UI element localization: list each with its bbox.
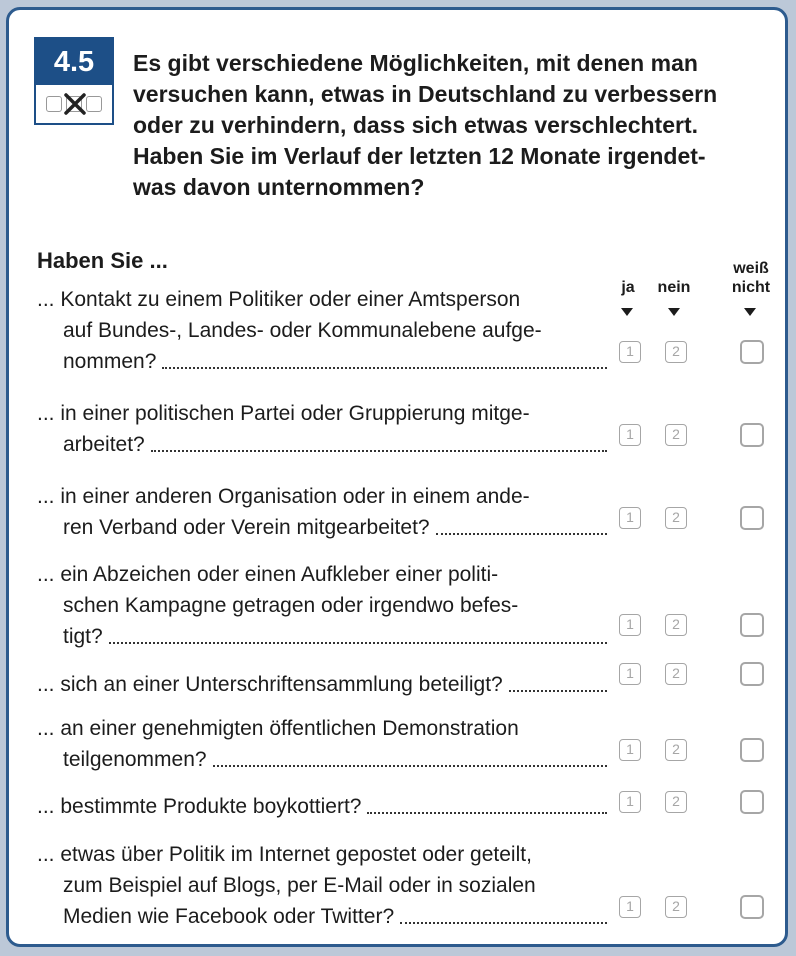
item-intro: Haben Sie ... [37,248,168,273]
item-demonstration: ... an einer genehmigten öffentlichen Demonstration teilgenommen? [37,713,607,775]
item-produkte-boykottiert: ... bestimmte Produkte boykottiert? [37,791,607,822]
checkbox-nein[interactable]: 2 [665,507,687,529]
dot-leader [213,765,607,767]
checkbox-ja[interactable]: 1 [619,896,641,918]
checkbox-nein[interactable]: 2 [665,614,687,636]
column-header-weiss-nicht: weiß nicht [731,260,771,296]
checkbox-weiss-nicht[interactable] [740,662,764,686]
dot-leader [509,690,607,692]
checkbox-nein[interactable]: 2 [665,341,687,363]
dot-leader [436,533,607,535]
question-card [6,7,788,947]
checkbox-weiss-nicht[interactable] [740,506,764,530]
column-header-ja: ja [621,279,635,296]
item-kontakt-politiker: ... Kontakt zu einem Politiker oder einer Amtsperson auf Bundes-, Landes- oder Kommunalebene aufge- nommen? [37,284,607,377]
dot-leader [400,922,607,924]
checkbox-weiss-nicht[interactable] [740,738,764,762]
badge-checkbox-icons [36,85,112,123]
arrow-down-icon [744,308,756,316]
item-internet-gepostet: ... etwas über Politik im Internet gepostet oder geteilt, zum Beispiel auf Blogs, per E-Mail oder in sozialen Medien wie Facebook oder Twitter? [37,839,607,932]
checkbox-nein[interactable]: 2 [665,896,687,918]
checkbox-ja[interactable]: 1 [619,341,641,363]
checkbox-nein[interactable]: 2 [665,791,687,813]
dot-leader [109,642,607,644]
empty-box-icon [46,96,62,112]
arrow-down-icon [621,308,633,316]
checkbox-ja[interactable]: 1 [619,507,641,529]
checkbox-weiss-nicht[interactable] [740,423,764,447]
item-abzeichen-getragen: ... ein Abzeichen oder einen Aufkleber einer politi- schen Kampagne getragen oder irgendwo befes- tigt? [37,559,607,652]
checkbox-weiss-nicht[interactable] [740,790,764,814]
dot-leader [162,367,607,369]
item-partei-mitgearbeitet: ... in einer politischen Partei oder Gruppierung mitge- arbeitet? [37,398,607,460]
crossed-box-icon [66,96,82,112]
checkbox-nein[interactable]: 2 [665,424,687,446]
dot-leader [151,450,607,452]
dot-leader [367,812,607,814]
arrow-down-icon [668,308,680,316]
checkbox-ja[interactable]: 1 [619,739,641,761]
checkbox-ja[interactable]: 1 [619,791,641,813]
checkbox-weiss-nicht[interactable] [740,340,764,364]
checkbox-ja[interactable]: 1 [619,424,641,446]
checkbox-nein[interactable]: 2 [665,739,687,761]
item-organisation-mitgearbeitet: ... in einer anderen Organisation oder in einem ande- ren Verband oder Verein mitgearbeitet? [37,481,607,543]
checkbox-ja[interactable]: 1 [619,614,641,636]
checkbox-ja[interactable]: 1 [619,663,641,685]
checkbox-weiss-nicht[interactable] [740,613,764,637]
item-unterschriftensammlung: ... sich an einer Unterschriftensammlung beteiligt? [37,669,607,700]
column-header-nein: nein [657,279,691,296]
checkbox-nein[interactable]: 2 [665,663,687,685]
question-text: Es gibt verschiedene Möglichkeiten, mit denen man versuchen kann, etwas in Deutschland zu verbessern oder zu verhindern, dass sich etwas verschlechtert. Haben Sie im Verlauf der letzten 12 Monate irgendet- was davon unternommen? [133,50,718,200]
question-number-badge [34,37,114,125]
empty-box-icon [86,96,102,112]
question-number: 4.5 [36,39,112,85]
checkbox-weiss-nicht[interactable] [740,895,764,919]
